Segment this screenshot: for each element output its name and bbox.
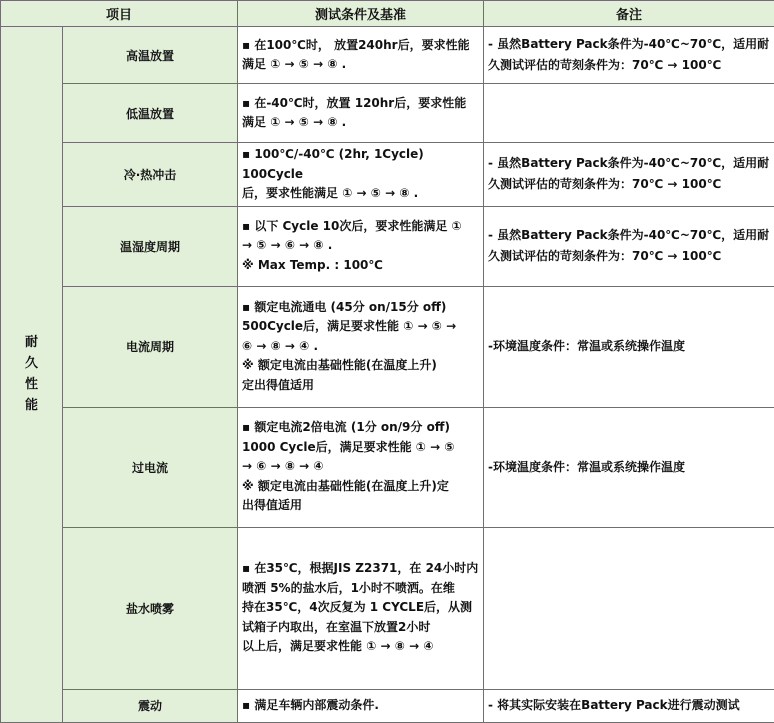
condition-cell: ▪ 在-40℃时，放置 120hr后，要求性能 满足 ① → ⑤ → ⑧ .: [238, 84, 484, 143]
note-cell: -环境温度条件：常温或系统操作温度: [484, 407, 774, 527]
table-row: [1, 286, 774, 407]
table-row: [1, 143, 774, 207]
note-cell: [484, 84, 774, 143]
table-row: [1, 407, 774, 527]
item-cell: 盐水喷雾: [63, 527, 238, 689]
note-cell: - 将其实际安装在Battery Pack进行震动测试: [484, 689, 774, 722]
item-cell: 低温放置: [63, 84, 238, 143]
category-label: 耐久性能: [25, 332, 39, 416]
item-cell: 震动: [63, 689, 238, 722]
condition-cell: ▪ 满足车辆内部震动条件.: [238, 689, 484, 722]
note-cell: -环境温度条件：常温或系统操作温度: [484, 286, 774, 407]
condition-cell: ▪ 额定电流2倍电流 (1分 on/9分 off) 1000 Cycle后，满足要求性能 ① → ⑤ → ⑥ → ⑧ → ④ ※ 额定电流由基础性能(在温度上升)定 出得值适用: [238, 407, 484, 527]
condition-cell: ▪ 100℃/-40℃ (2hr, 1Cycle) 100Cycle 后，要求性能满足 ① → ⑤ → ⑧ .: [238, 143, 484, 207]
header-item: 项目: [1, 1, 238, 27]
condition-cell: ▪ 额定电流通电 (45分 on/15分 off) 500Cycle后，满足要求性能 ① → ⑤ → ⑥ → ⑧ → ④ . ※ 额定电流由基础性能(在温度上升) 定出得值适用: [238, 286, 484, 407]
item-cell: 温湿度周期: [63, 206, 238, 286]
item-cell: 过电流: [63, 407, 238, 527]
table-row: [1, 84, 774, 143]
note-cell: - 虽然Battery Pack条件为-40℃~70℃，适用耐 久测试评估的苛刻条件为：70℃ → 100℃: [484, 143, 774, 207]
header-note: 备注: [484, 1, 774, 27]
note-cell: [484, 527, 774, 689]
table-row: [1, 527, 774, 689]
header-row: [1, 1, 774, 27]
item-cell: 冷·热冲击: [63, 143, 238, 207]
condition-cell: ▪ 在100℃时， 放置240hr后，要求性能 满足 ① → ⑤ → ⑧ .: [238, 27, 484, 84]
category-cell: [1, 27, 63, 723]
condition-cell: ▪ 以下 Cycle 10次后，要求性能满足 ① → ⑤ → ⑥ → ⑧ . ※ Max Temp. : 100℃: [238, 206, 484, 286]
note-cell: - 虽然Battery Pack条件为-40℃~70℃，适用耐 久测试评估的苛刻条件为：70℃ → 100℃: [484, 27, 774, 84]
item-cell: 电流周期: [63, 286, 238, 407]
table-row: [1, 27, 774, 84]
table-row: [1, 689, 774, 722]
table-row: [1, 206, 774, 286]
header-condition: 测试条件及基准: [238, 1, 484, 27]
condition-cell: ▪ 在35℃，根据JIS Z2371，在 24小时内 喷洒 5%的盐水后，1小时不喷洒。在维 持在35℃，4次反复为 1 CYCLE后，从测 试箱子内取出，在室温下放置2小时 以上后，满足要求性能 ① → ⑧ → ④: [238, 527, 484, 689]
item-cell: 高温放置: [63, 27, 238, 84]
note-cell: - 虽然Battery Pack条件为-40℃~70℃，适用耐 久测试评估的苛刻条件为：70℃ → 100℃: [484, 206, 774, 286]
